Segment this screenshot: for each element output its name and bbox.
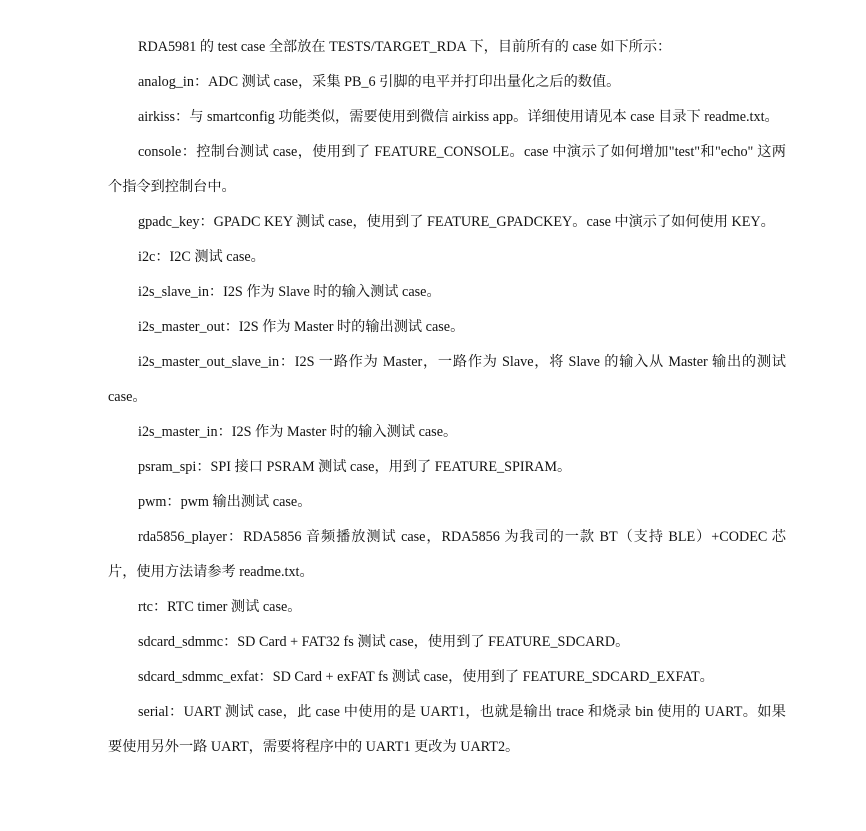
intro-paragraph: RDA5981 的 test case 全部放在 TESTS/TARGET_RDA 下，目前所有的 case 如下所示： [138, 39, 672, 55]
case-i2c: i2c：I2C 测试 case。 [138, 249, 265, 265]
case-console: console：控制台测试 case，使用到了 FEATURE_CONSOLE。case 中演示了如何增加"test"和"echo" 这两个指令到控制台中。 [108, 144, 786, 195]
case-airkiss: airkiss：与 smartconfig 功能类似，需要使用到微信 airkiss app。详细使用请见本 case 目录下 readme.txt。 [138, 109, 779, 125]
case-rtc: rtc：RTC timer 测试 case。 [138, 599, 302, 615]
case-i2s-master-out: i2s_master_out：I2S 作为 Master 时的输出测试 case。 [138, 319, 465, 335]
case-psram-spi: psram_spi：SPI 接口 PSRAM 测试 case，用到了 FEATURE_SPIRAM。 [138, 459, 572, 475]
case-i2s-master-in: i2s_master_in：I2S 作为 Master 时的输入测试 case。 [138, 424, 458, 440]
case-sdcard-sdmmc-exfat: sdcard_sdmmc_exfat：SD Card + exFAT fs 测试 case，使用到了 FEATURE_SDCARD_EXFAT。 [138, 669, 714, 685]
case-pwm: pwm：pwm 输出测试 case。 [138, 494, 312, 510]
case-sdcard-sdmmc: sdcard_sdmmc：SD Card + FAT32 fs 测试 case，使用到了 FEATURE_SDCARD。 [138, 634, 630, 650]
document-body [108, 30, 786, 765]
case-i2s-slave-in: i2s_slave_in：I2S 作为 Slave 时的输入测试 case。 [138, 284, 441, 300]
case-i2s-master-out-slave-in: i2s_master_out_slave_in：I2S 一路作为 Master，一路作为 Slave，将 Slave 的输入从 Master 输出的测试 case。 [108, 354, 786, 405]
case-analog-in: analog_in：ADC 测试 case，采集 PB_6 引脚的电平并打印出量化之后的数值。 [138, 74, 621, 90]
case-rda5856-player: rda5856_player：RDA5856 音频播放测试 case，RDA5856 为我司的一款 BT（支持 BLE）+CODEC 芯片，使用方法请参考 readme.txt。 [108, 529, 786, 580]
case-gpadc-key: gpadc_key：GPADC KEY 测试 case，使用到了 FEATURE_GPADCKEY。case 中演示了如何使用 KEY。 [138, 214, 775, 230]
case-serial: serial：UART 测试 case，此 case 中使用的是 UART1，也就是输出 trace 和烧录 bin 使用的 UART。如果要使用另外一路 UART，需要将程序中的 UART1 更改为 UART2。 [108, 704, 786, 755]
